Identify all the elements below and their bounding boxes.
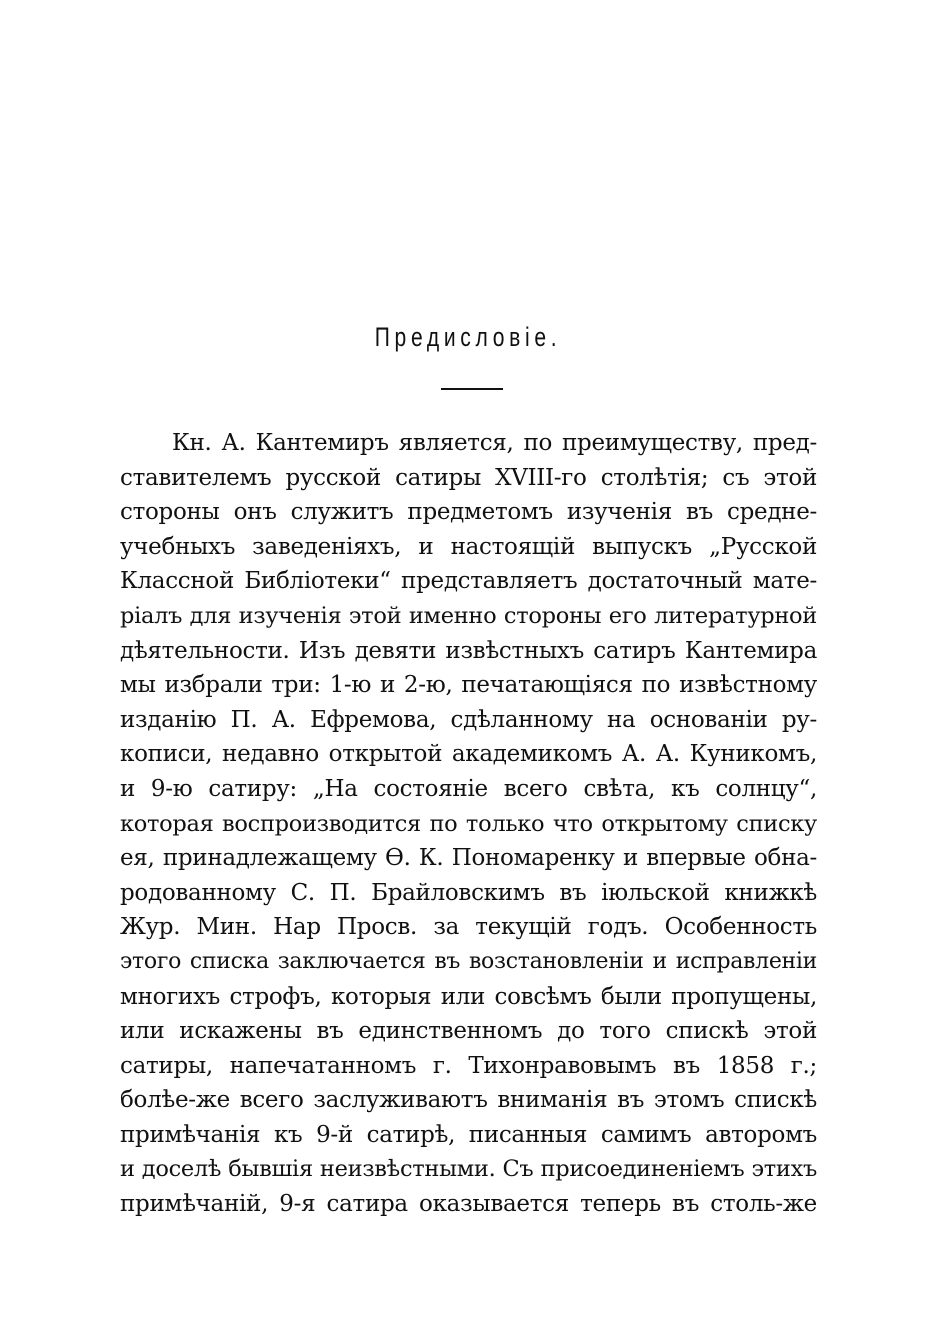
text-line: примѣчаній, 9-я сатира оказывается теперь въ столь-же — [120, 1191, 817, 1218]
text-line: ея, принадлежащему Ѳ. К. Пономаренку и впервые обна- — [120, 845, 817, 872]
text-line: которая воспроизводится по только что открытому списку — [120, 810, 817, 837]
text-line: ставителемъ русской сатиры XVIII-го столѣтія; съ этой — [120, 464, 817, 491]
preface-text — [120, 426, 817, 1222]
title-divider — [441, 388, 503, 390]
text-line: кописи, недавно открытой академикомъ А. А. Куникомъ, — [120, 741, 817, 768]
text-line: примѣчанія къ 9-й сатирѣ, писанныя самимъ авторомъ — [120, 1121, 817, 1148]
text-line: родованному С. П. Брайловскимъ въ іюльской книжкѣ — [120, 879, 817, 906]
text-line: Жур. Мин. Нар Просв. за текущій годъ. Особенность — [120, 914, 817, 941]
text-line: ріалъ для изученія этой именно стороны его литературной — [120, 602, 817, 629]
text-line: дѣятельности. Изъ девяти извѣстныхъ сатиръ Кантемира — [120, 637, 817, 664]
page-title: Предисловіе. — [374, 322, 562, 352]
text-line: болѣе-же всего заслуживаютъ вниманія въ этомъ спискѣ — [120, 1087, 817, 1114]
text-line: изданію П. А. Ефремова, сдѣланному на основаніи ру- — [120, 706, 817, 733]
text-line: этого списка заключается въ возстановленіи и исправленіи — [120, 948, 817, 974]
text-line: учебныхъ заведеніяхъ, и настоящій выпускъ „Русской — [120, 533, 817, 560]
text-line: Классной Библіотеки“ представляетъ достаточный мате- — [120, 568, 817, 595]
text-line: Кн. А. Кантемиръ является, по преимуществу, пред- — [172, 430, 817, 456]
text-line: многихъ строфъ, которыя или совсѣмъ были пропущены, — [120, 983, 817, 1010]
text-line: стороны онъ служитъ предметомъ изученія въ средне- — [120, 499, 817, 526]
text-line: и 9-ю сатиру: „На состояніе всего свѣта, къ солнцу“, — [120, 775, 817, 802]
text-line: и доселѣ бывшія неизвѣстными. Съ присоединеніемъ этихъ — [120, 1156, 817, 1183]
text-line: или искажены въ единственномъ до того спискѣ этой — [120, 1018, 817, 1045]
text-line: сатиры, напечатанномъ г. Тихонравовымъ въ 1858 г.; — [120, 1052, 817, 1079]
text-line: мы избрали три: 1-ю и 2-ю, печатающіяся по извѣстному — [120, 672, 817, 699]
